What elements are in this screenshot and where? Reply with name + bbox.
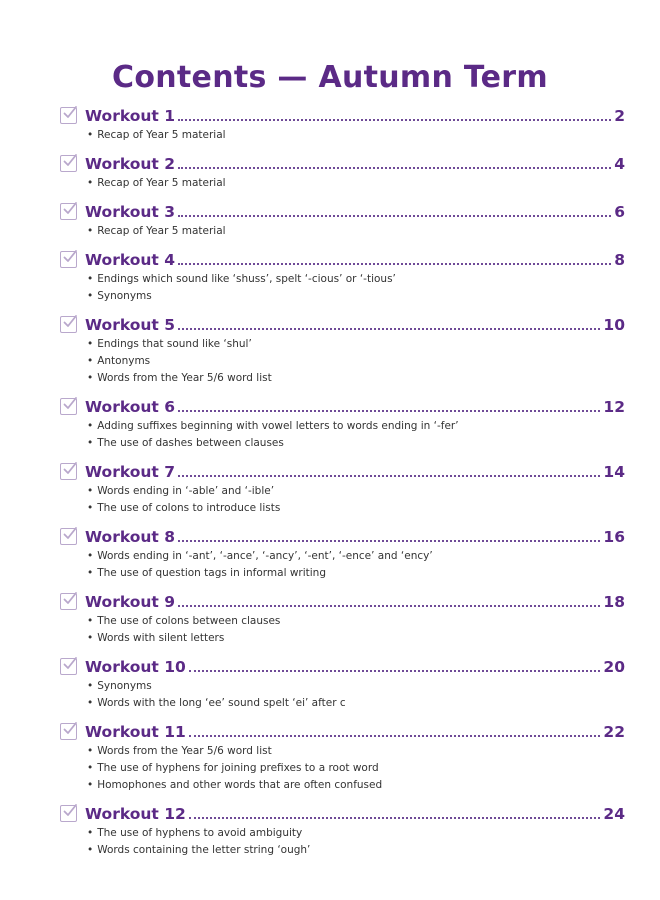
checkbox-icon[interactable] bbox=[60, 723, 77, 740]
page-number: 16 bbox=[603, 528, 625, 546]
checkbox-icon[interactable] bbox=[60, 805, 77, 822]
checkmark-icon bbox=[62, 526, 78, 542]
checkbox-icon[interactable] bbox=[60, 203, 77, 220]
workout-title: Workout 2 bbox=[85, 155, 176, 173]
topic-item: • Words with silent letters bbox=[87, 630, 625, 647]
toc-entry bbox=[60, 589, 625, 647]
workout-title: Workout 6 bbox=[85, 398, 176, 416]
checkbox-icon[interactable] bbox=[60, 251, 77, 268]
checkmark-icon bbox=[62, 105, 78, 121]
topic-item: • Antonyms bbox=[87, 353, 625, 370]
topic-item: • Recap of Year 5 material bbox=[87, 127, 625, 144]
checkmark-icon bbox=[62, 803, 78, 819]
page-number: 12 bbox=[603, 398, 625, 416]
topic-item: • The use of dashes between clauses bbox=[87, 435, 625, 452]
dot-leader bbox=[178, 165, 611, 169]
checkbox-icon[interactable] bbox=[60, 528, 77, 545]
toc-entry-row bbox=[60, 801, 625, 823]
toc-entry bbox=[60, 459, 625, 517]
topic-item: • Words ending in ‘-able’ and ‘-ible’ bbox=[87, 483, 625, 500]
toc-entry-row bbox=[60, 654, 625, 676]
toc-entry bbox=[60, 801, 625, 859]
dot-leader bbox=[178, 408, 600, 412]
topic-list bbox=[87, 548, 625, 582]
page-number: 4 bbox=[614, 155, 625, 173]
dot-leader bbox=[189, 668, 601, 672]
checkbox-icon[interactable] bbox=[60, 658, 77, 675]
checkmark-icon bbox=[62, 201, 78, 217]
workout-title: Workout 8 bbox=[85, 528, 176, 546]
checkmark-icon bbox=[62, 396, 78, 412]
toc-entry bbox=[60, 199, 625, 240]
workout-title: Workout 1 bbox=[85, 107, 176, 125]
topic-item: • The use of hyphens for joining prefixes to a root word bbox=[87, 760, 625, 777]
topic-item: • Endings which sound like ‘shuss’, spelt ‘-cious’ or ‘-tious’ bbox=[87, 271, 625, 288]
page-number: 18 bbox=[603, 593, 625, 611]
topic-item: • The use of colons to introduce lists bbox=[87, 500, 625, 517]
toc-entry bbox=[60, 151, 625, 192]
topic-item: • The use of colons between clauses bbox=[87, 613, 625, 630]
workout-title: Workout 10 bbox=[85, 658, 186, 676]
topic-item: • Words with the long ‘ee’ sound spelt ‘ei’ after c bbox=[87, 695, 625, 712]
page-number: 20 bbox=[603, 658, 625, 676]
topic-list bbox=[87, 223, 625, 240]
topic-item: • Synonyms bbox=[87, 288, 625, 305]
topic-item: • Endings that sound like ‘shul’ bbox=[87, 336, 625, 353]
checkmark-icon bbox=[62, 591, 78, 607]
page-number: 24 bbox=[603, 805, 625, 823]
dot-leader bbox=[178, 603, 600, 607]
toc-entry-row bbox=[60, 394, 625, 416]
topic-list bbox=[87, 336, 625, 387]
dot-leader bbox=[178, 117, 611, 121]
workout-title: Workout 7 bbox=[85, 463, 176, 481]
dot-leader bbox=[178, 326, 600, 330]
workout-title: Workout 4 bbox=[85, 251, 176, 269]
topic-list bbox=[87, 271, 625, 305]
topic-list bbox=[87, 743, 625, 794]
topic-item: • Words from the Year 5/6 word list bbox=[87, 743, 625, 760]
checkbox-icon[interactable] bbox=[60, 398, 77, 415]
topic-item: • The use of question tags in informal writing bbox=[87, 565, 625, 582]
dot-leader bbox=[178, 538, 600, 542]
page-title: Contents — Autumn Term bbox=[112, 60, 548, 95]
workout-title: Workout 12 bbox=[85, 805, 186, 823]
toc-entry-row bbox=[60, 103, 625, 125]
page-number: 8 bbox=[614, 251, 625, 269]
checkmark-icon bbox=[62, 721, 78, 737]
toc-entry-row bbox=[60, 151, 625, 173]
page-number: 22 bbox=[603, 723, 625, 741]
checkbox-icon[interactable] bbox=[60, 155, 77, 172]
toc-entry-row bbox=[60, 589, 625, 611]
dot-leader bbox=[189, 733, 601, 737]
topic-item: • Words containing the letter string ‘ough’ bbox=[87, 842, 625, 859]
topic-item: • Recap of Year 5 material bbox=[87, 223, 625, 240]
toc-entry-row bbox=[60, 312, 625, 334]
toc-entry-row bbox=[60, 199, 625, 221]
topic-item: • Synonyms bbox=[87, 678, 625, 695]
page-number: 6 bbox=[614, 203, 625, 221]
checkmark-icon bbox=[62, 461, 78, 477]
checkbox-icon[interactable] bbox=[60, 593, 77, 610]
checkbox-icon[interactable] bbox=[60, 107, 77, 124]
checkmark-icon bbox=[62, 249, 78, 265]
toc-entry bbox=[60, 103, 625, 144]
dot-leader bbox=[189, 815, 601, 819]
topic-item: • Recap of Year 5 material bbox=[87, 175, 625, 192]
topic-list bbox=[87, 418, 625, 452]
dot-leader bbox=[178, 473, 600, 477]
toc-entry bbox=[60, 312, 625, 387]
checkmark-icon bbox=[62, 153, 78, 169]
toc-entry bbox=[60, 247, 625, 305]
toc-entry bbox=[60, 654, 625, 712]
table-of-contents bbox=[60, 103, 625, 866]
checkmark-icon bbox=[62, 656, 78, 672]
workout-title: Workout 3 bbox=[85, 203, 176, 221]
toc-entry bbox=[60, 719, 625, 794]
topic-item: • Homophones and other words that are often confused bbox=[87, 777, 625, 794]
dot-leader bbox=[178, 261, 611, 265]
workout-title: Workout 9 bbox=[85, 593, 176, 611]
dot-leader bbox=[178, 213, 611, 217]
toc-entry bbox=[60, 524, 625, 582]
checkbox-icon[interactable] bbox=[60, 463, 77, 480]
topic-item: • Adding suffixes beginning with vowel letters to words ending in ‘-fer’ bbox=[87, 418, 625, 435]
topic-list bbox=[87, 678, 625, 712]
checkmark-icon bbox=[62, 314, 78, 330]
workout-title: Workout 11 bbox=[85, 723, 186, 741]
topic-item: • Words ending in ‘-ant’, ‘-ance’, ‘-ancy’, ‘-ent’, ‘-ence’ and ‘ency’ bbox=[87, 548, 625, 565]
topic-list bbox=[87, 127, 625, 144]
topic-list bbox=[87, 825, 625, 859]
toc-entry-row bbox=[60, 247, 625, 269]
toc-entry bbox=[60, 394, 625, 452]
topic-item: • Words from the Year 5/6 word list bbox=[87, 370, 625, 387]
topic-item: • The use of hyphens to avoid ambiguity bbox=[87, 825, 625, 842]
toc-entry-row bbox=[60, 459, 625, 481]
topic-list bbox=[87, 613, 625, 647]
page-number: 14 bbox=[603, 463, 625, 481]
workout-title: Workout 5 bbox=[85, 316, 176, 334]
topic-list bbox=[87, 483, 625, 517]
page-number: 2 bbox=[614, 107, 625, 125]
toc-entry-row bbox=[60, 719, 625, 741]
toc-entry-row bbox=[60, 524, 625, 546]
checkbox-icon[interactable] bbox=[60, 316, 77, 333]
topic-list bbox=[87, 175, 625, 192]
page-number: 10 bbox=[603, 316, 625, 334]
